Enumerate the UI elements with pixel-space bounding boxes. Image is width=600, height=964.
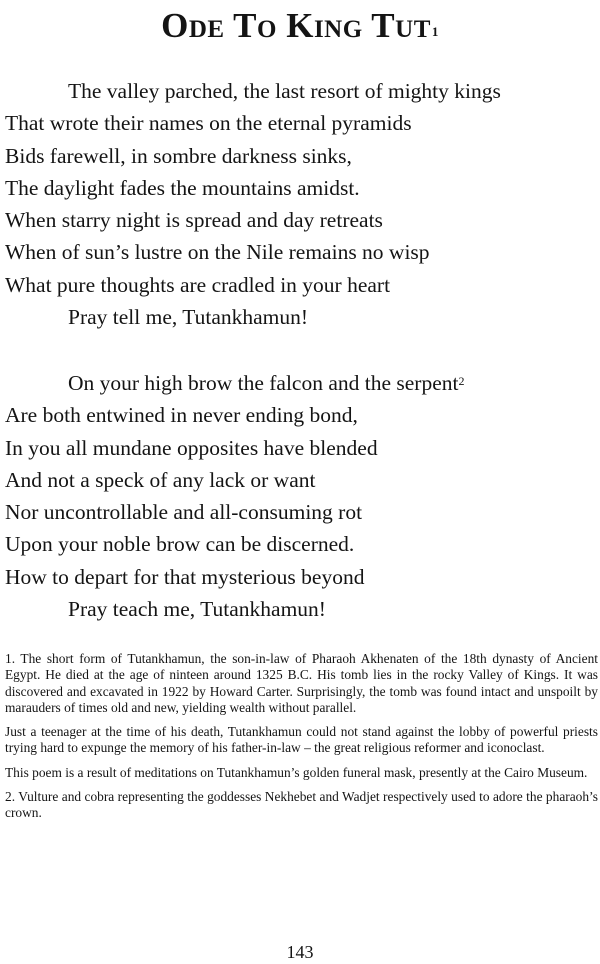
poem-line-text: The daylight fades the mountains amidst. [5, 175, 360, 200]
poem-line-text: Are both entwined in never ending bond, [5, 403, 358, 428]
footnote-1: 1. The short form of Tutankhamun, the son-in-law of Pharaoh Akhenaten of the 18th dynasty of Ancient Egypt. He died at the age of ninteen around 1325 B.C. His tomb lies in the rocky Valley of Kings. It was discovered and excavated in 1922 by Howard Carter. Surprisingly, the tomb was found intact and unspoilt by marauders of times old and new, yielding wealth without parallel. [5, 651, 598, 715]
poem-line-text: On your high brow the falcon and the serpent [68, 371, 459, 395]
line-footnote-marker: 2 [458, 374, 465, 388]
stanza-2 [5, 367, 595, 625]
poem-line-text: What pure thoughts are cradled in your heart [5, 272, 391, 297]
poem-refrain-line [5, 593, 595, 625]
poem-line [5, 236, 595, 268]
poem-title-text: Ode To King Tut [161, 6, 431, 45]
poem-line [5, 204, 595, 236]
poem-line-text: Bids farewell, in sombre darkness sinks, [5, 143, 352, 168]
poem-line [5, 107, 595, 139]
poem-line [5, 432, 595, 464]
poem-refrain-line [5, 301, 595, 333]
poem-line [5, 561, 595, 593]
stanza-1 [5, 75, 595, 333]
poem-line [5, 172, 595, 204]
poem-line-text: When starry night is spread and day retreats [5, 208, 383, 233]
poem-line [5, 399, 595, 431]
footnotes [5, 651, 598, 830]
poem-line-text: Pray teach me, Tutankhamun! [68, 597, 326, 622]
poem-line [5, 140, 595, 172]
poem-line-text: The valley parched, the last resort of mighty kings [68, 79, 501, 103]
poem-line-text: In you all mundane opposites have blended [5, 435, 378, 460]
poem-line-text: How to depart for that mysterious beyond [5, 564, 365, 589]
poem-line [5, 367, 595, 399]
poem-title [0, 6, 600, 46]
poem-line-text: Pray tell me, Tutankhamun! [68, 305, 309, 330]
poem-line [5, 528, 595, 560]
poem-line-text: Upon your noble brow can be discerned. [5, 532, 355, 557]
poem-line [5, 269, 595, 301]
footnote-1-continued: Just a teenager at the time of his death, Tutankhamun could not stand against the lobby of powerful priests trying hard to expunge the memory of his father-in-law – the great religious reformer and iconoclast. [5, 724, 598, 756]
title-footnote-marker: 1 [431, 24, 439, 39]
poem-line [5, 464, 595, 496]
poem-line-text: Nor uncontrollable and all-consuming rot [5, 500, 363, 525]
poem-line [5, 496, 595, 528]
poem-line [5, 75, 595, 107]
poem-line-text: And not a speck of any lack or want [5, 467, 316, 492]
page-number: 143 [286, 942, 314, 962]
footnote-2: 2. Vulture and cobra representing the goddesses Nekhebet and Wadjet respectively used to adore the pharaoh’s crown. [5, 789, 598, 821]
poem-line-text: That wrote their names on the eternal pyramids [5, 111, 412, 136]
footnote-1-continued: This poem is a result of meditations on Tutankhamun’s golden funeral mask, presently at the Cairo Museum. [5, 764, 588, 780]
poem-line-text: When of sun’s lustre on the Nile remains no wisp [5, 240, 430, 265]
